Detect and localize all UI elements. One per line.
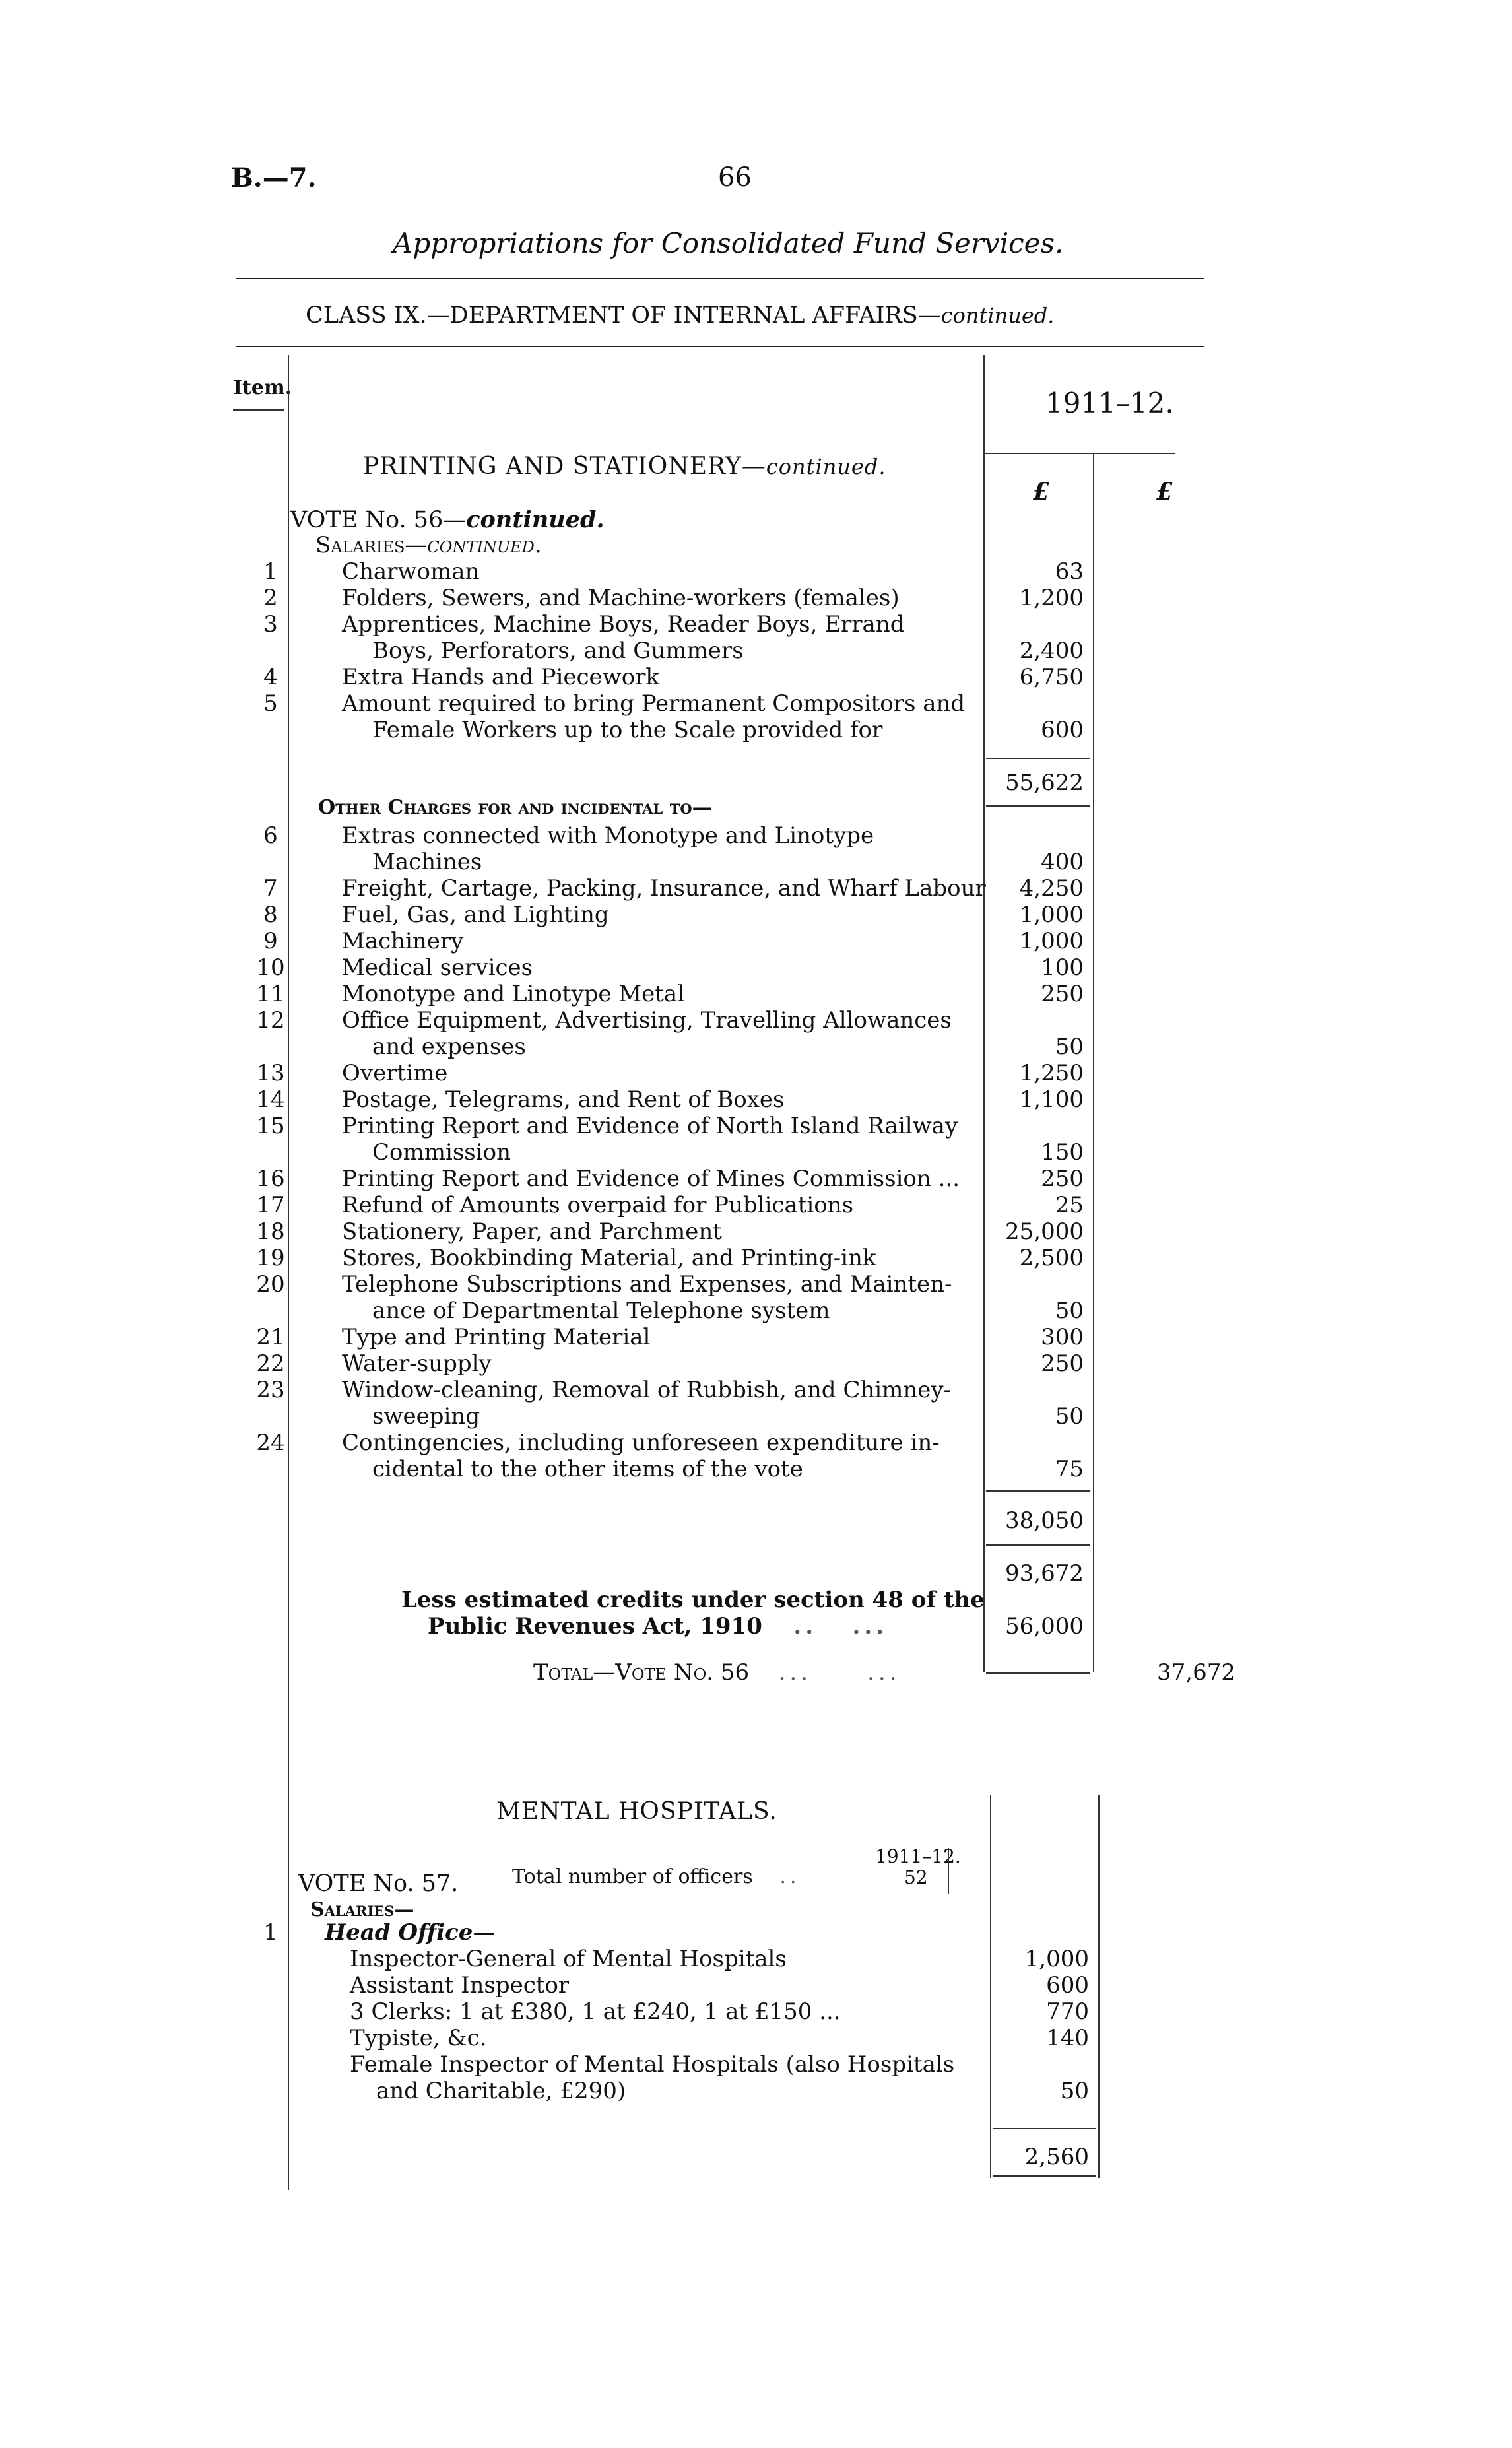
item-description: and Charitable, £290) <box>376 2078 626 2104</box>
item-description: Window-cleaning, Removal of Rubbish, and Chimney- <box>342 1377 952 1403</box>
item-description: Apprentices, Machine Boys, Reader Boys, Errand <box>342 611 905 638</box>
section-title-printing: PRINTING AND STATIONERY—continued. <box>363 453 886 480</box>
pound-symbol-2: £ <box>1156 478 1173 506</box>
item-amount: 2,400 <box>1019 638 1084 664</box>
item-amount: 1,000 <box>1019 902 1084 928</box>
item-number: 2 <box>263 585 278 611</box>
item-description: Printing Report and Evidence of North Island Railway <box>342 1113 958 1139</box>
vote-56-total-label: Total—Vote No. 56 ... ... <box>533 1659 901 1686</box>
item-description: Female Workers up to the Scale provided for <box>372 717 883 743</box>
item-amount: 770 <box>1046 1999 1089 2025</box>
salaries-heading: Salaries—continued. <box>315 532 542 558</box>
pound-symbol-1: £ <box>1033 478 1050 506</box>
item-description: Monotype and Linotype Metal <box>342 981 685 1007</box>
vote-56-heading: VOTE No. 56—continued. <box>290 506 605 533</box>
item-description: Extras connected with Monotype and Linotype <box>342 822 874 849</box>
item-amount: 25 <box>1055 1192 1084 1218</box>
item-description: Boys, Perforators, and Gummers <box>372 638 744 664</box>
item-description: Amount required to bring Permanent Compositors and <box>342 690 966 717</box>
item-description: Type and Printing Material <box>342 1324 651 1350</box>
rule-after-salaries-total <box>986 805 1090 807</box>
year-header: 1911–12. <box>1045 387 1174 419</box>
mental-salaries-heading: Salaries— <box>310 1898 414 1921</box>
item-description: 3 Clerks: 1 at £380, 1 at £240, 1 at £150 ... <box>350 1999 841 2025</box>
mental-total: 2,560 <box>1024 2144 1089 2170</box>
head-office-heading: Head Office— <box>325 1919 496 1946</box>
item-amount: 1,250 <box>1019 1060 1084 1086</box>
rule-before-salaries-total <box>986 758 1090 759</box>
item-description: and expenses <box>372 1034 526 1060</box>
item-number: 6 <box>263 822 278 849</box>
vote-56-total-amount: 37,672 <box>1157 1659 1235 1686</box>
item-number: 13 <box>256 1060 285 1086</box>
item-amount: 1,000 <box>1024 1946 1089 1972</box>
item-number: 20 <box>256 1271 285 1298</box>
item-description: Postage, Telegrams, and Rent of Boxes <box>342 1086 785 1113</box>
item-number: 17 <box>256 1192 285 1218</box>
item-description: Medical services <box>342 954 533 981</box>
item-number: 7 <box>263 875 278 902</box>
item-amount: 100 <box>1041 954 1084 981</box>
less-credits-line-2: Public Revenues Act, 1910 .. ... <box>428 1613 888 1639</box>
item-amount: 2,500 <box>1019 1245 1084 1271</box>
item-amount: 50 <box>1060 2078 1089 2104</box>
item-number: 19 <box>256 1245 285 1271</box>
item-number: 23 <box>256 1377 285 1403</box>
item-description: Printing Report and Evidence of Mines Commission ... <box>342 1166 960 1192</box>
rule-after-mental-total <box>993 2175 1096 2177</box>
item-amount: 1,200 <box>1019 585 1084 611</box>
mental-amount-rule <box>990 1795 991 2178</box>
item-number: 12 <box>256 1007 285 1034</box>
item-amount: 140 <box>1046 2025 1089 2051</box>
page-title: Appropriations for Consolidated Fund Services. <box>393 227 1064 259</box>
other-charges-total: 38,050 <box>1005 1507 1084 1534</box>
less-credits-line-1: Less estimated credits under section 48 of the <box>401 1587 985 1613</box>
item-number: 15 <box>256 1113 285 1139</box>
item-amount: 25,000 <box>1005 1218 1084 1245</box>
item-amount: 400 <box>1041 849 1084 875</box>
item-description: Water-supply <box>342 1350 492 1377</box>
item-description: Charwoman <box>342 558 480 585</box>
mental-subtotal-rule <box>1098 1795 1100 2178</box>
vote-57-heading: VOTE No. 57. <box>298 1870 459 1897</box>
item-description: Freight, Cartage, Packing, Insurance, and Wharf Labour <box>342 875 986 902</box>
item-amount: 50 <box>1055 1403 1084 1430</box>
mental-item-number: 1 <box>263 1919 278 1946</box>
item-amount: 600 <box>1046 1972 1089 1999</box>
item-description: Typiste, &c. <box>350 2025 487 2051</box>
item-amount: 4,250 <box>1019 875 1084 902</box>
item-header-rule <box>233 409 284 411</box>
item-amount: 150 <box>1041 1139 1084 1166</box>
item-description: cidental to the other items of the vote <box>372 1456 803 1482</box>
item-description: Fuel, Gas, and Lighting <box>342 902 609 928</box>
item-number: 22 <box>256 1350 285 1377</box>
rule-before-vote-total <box>986 1672 1090 1674</box>
page-number: 66 <box>718 162 752 193</box>
item-amount: 50 <box>1055 1298 1084 1324</box>
item-amount: 250 <box>1041 1166 1084 1192</box>
section-title-mental-hospitals: MENTAL HOSPITALS. <box>496 1798 777 1825</box>
item-number: 1 <box>263 558 278 585</box>
amount-column-rule <box>983 355 985 1672</box>
item-number: 21 <box>256 1324 285 1350</box>
item-amount: 63 <box>1055 558 1084 585</box>
item-amount: 75 <box>1055 1456 1084 1482</box>
item-number: 10 <box>256 954 285 981</box>
class-heading: CLASS IX.—DEPARTMENT OF INTERNAL AFFAIRS—continued. <box>306 302 1055 329</box>
item-number: 14 <box>256 1086 285 1113</box>
item-description: Stationery, Paper, and Parchment <box>342 1218 722 1245</box>
officers-label: Total number of officers .. <box>512 1865 801 1888</box>
salaries-total: 55,622 <box>1005 770 1084 796</box>
item-description: Commission <box>372 1139 511 1166</box>
rule-before-gross-total <box>986 1544 1090 1546</box>
item-number: 16 <box>256 1166 285 1192</box>
item-description: Telephone Subscriptions and Expenses, and Mainten- <box>342 1271 952 1298</box>
item-amount: 250 <box>1041 1350 1084 1377</box>
officers-count: 52 <box>904 1867 928 1888</box>
item-amount: 250 <box>1041 981 1084 1007</box>
year-header-rule <box>983 453 1175 454</box>
item-description: Machines <box>372 849 482 875</box>
item-description: Assistant Inspector <box>350 1972 570 1999</box>
item-column-header: Item. <box>233 376 292 399</box>
item-description: Stores, Bookbinding Material, and Printing-ink <box>342 1245 876 1271</box>
item-description: Machinery <box>342 928 464 954</box>
item-number: 8 <box>263 902 278 928</box>
less-credits-amount: 56,000 <box>1005 1613 1084 1639</box>
item-description: Overtime <box>342 1060 448 1086</box>
gross-total: 93,672 <box>1005 1560 1084 1587</box>
officers-rule-1 <box>948 1848 949 1894</box>
class-rule <box>236 346 1204 347</box>
item-description: Inspector-General of Mental Hospitals <box>350 1946 787 1972</box>
subtotal-column-rule <box>1093 453 1094 1672</box>
item-description: Extra Hands and Piecework <box>342 664 660 690</box>
rule-before-mental-total <box>993 2128 1096 2129</box>
item-number: 24 <box>256 1430 285 1456</box>
title-rule <box>236 278 1204 279</box>
item-description: Contingencies, including unforeseen expenditure in- <box>342 1430 940 1456</box>
item-description: Refund of Amounts overpaid for Publications <box>342 1192 854 1218</box>
officers-year: 1911–12. <box>875 1845 961 1867</box>
item-amount: 600 <box>1041 717 1084 743</box>
other-charges-heading: Other Charges for and incidental to— <box>318 796 712 819</box>
item-description: ance of Departmental Telephone system <box>372 1298 830 1324</box>
item-number: 18 <box>256 1218 285 1245</box>
item-number: 11 <box>256 981 285 1007</box>
item-amount: 1,000 <box>1019 928 1084 954</box>
item-description: Female Inspector of Mental Hospitals (also Hospitals <box>350 2051 955 2078</box>
item-number: 4 <box>263 664 278 690</box>
item-amount: 6,750 <box>1019 664 1084 690</box>
item-number: 9 <box>263 928 278 954</box>
item-description: Folders, Sewers, and Machine-workers (females) <box>342 585 900 611</box>
item-number: 5 <box>263 690 278 717</box>
rule-before-other-total <box>986 1490 1090 1492</box>
document-reference: B.—7. <box>231 162 317 193</box>
item-number: 3 <box>263 611 278 638</box>
item-description: sweeping <box>372 1403 480 1430</box>
item-amount: 50 <box>1055 1034 1084 1060</box>
item-description: Office Equipment, Advertising, Travelling Allowances <box>342 1007 952 1034</box>
item-amount: 300 <box>1041 1324 1084 1350</box>
item-amount: 1,100 <box>1019 1086 1084 1113</box>
